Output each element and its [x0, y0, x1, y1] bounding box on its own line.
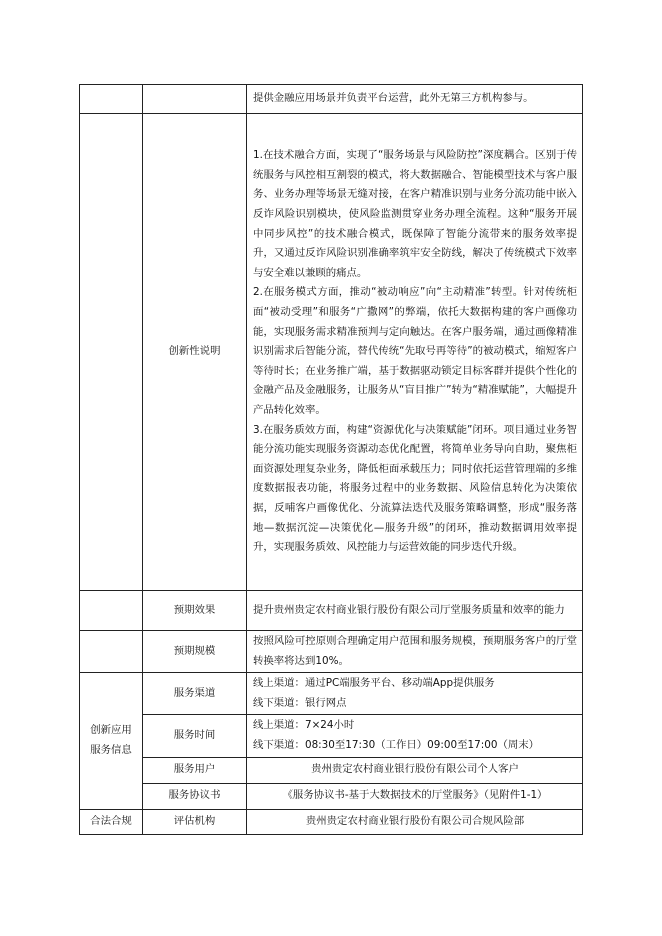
innovation-description	[247, 114, 583, 591]
service-agreement-text: 《服务协议书-基于大数据技术的厅堂服务》（见附件1-1）	[247, 783, 583, 809]
innovation-paragraph-2: 2.在服务模式方面，推动“被动响应”向“主动精准”转型。针对传统柜面“被动受理”和服务“广撒网”的弊端，依托大数据构建的客户画像功能，实现服务需求精准预判与定向触达。在客户服务端，通过画像精准识别需求后智能分流，替代传统“先取号再等待”的被动模式，缩短客户等待时长；在业务推广端，基于数据驱动锁定目标客群并提供个性化的金融产品及金融服务，让服务从“盲目推广”转为“精准赋能”，大幅提升产品转化效率。	[253, 286, 577, 416]
platform-operation-text: 提供金融应用场景并负责平台运营，此外无第三方机构参与。	[247, 85, 583, 114]
service-users-text: 贵州贵定农村商业银行股份有限公司个人客户	[247, 757, 583, 783]
table-row	[80, 631, 583, 673]
service-time-offline: 线下渠道：08:30至17:30（工作日）09:00至17:00（周末）	[253, 738, 540, 751]
table-row	[80, 757, 583, 783]
innovation-paragraph-1: 1.在技术融合方面，实现了“服务场景与风险防控”深度耦合。区别于传统服务与风控相互割裂的模式，将大数据融合、智能模型技术与客户服务、业务办理等场景无缝对接，在客户精准识别与业务分流功能中嵌入反诈风险识别模块，使风险监测贯穿业务办理全流程。这种“服务开展中同步风控”的技术融合模式，既保障了智能分流带来的服务效率提升，又通过反诈风险识别准确率筑牢安全防线，解决了传统模式下效率与安全难以兼顾的痛点。	[253, 149, 577, 279]
table-row	[80, 783, 583, 809]
assessment-org-label: 评估机构	[143, 809, 247, 834]
application-form-table	[79, 84, 583, 835]
table-row	[80, 673, 583, 715]
table-row	[80, 591, 583, 631]
service-channel-offline: 线下渠道：银行网点	[253, 696, 347, 709]
service-channel-label: 服务渠道	[143, 673, 247, 715]
cell-empty-category	[80, 114, 143, 591]
service-time-text	[247, 715, 583, 757]
innovation-paragraph-3: 3.在服务质效方面，构建“资源优化与决策赋能”闭环。项目通过业务智能分流功能实现服务资源动态优化配置，将简单业务导向自助，聚焦柜面资源处理复杂业务，降低柜面承载压力；同时依托运营管理端的多维度数据报表功能，将服务过程中的业务数据、风险信息转化为决策依据，反哺客户画像优化、分流算法迭代及服务策略调整，形成“服务落地—数据沉淀—决策优化—服务升级”的闭环，推动数据调用效率提升，实现服务质效、风控能力与运营效能的同步迭代升级。	[253, 423, 577, 554]
service-agreement-label: 服务协议书	[143, 783, 247, 809]
cell-empty-category	[80, 85, 143, 114]
innovation-label: 创新性说明	[143, 114, 247, 591]
service-time-label: 服务时间	[143, 715, 247, 757]
table-row	[80, 114, 583, 591]
assessment-org-text: 贵州贵定农村商业银行股份有限公司合规风险部	[247, 809, 583, 834]
cell-empty-category	[80, 631, 143, 673]
service-info-category	[80, 673, 143, 809]
expected-effect-text: 提升贵州贵定农村商业银行股份有限公司厅堂服务质量和效率的能力	[247, 591, 583, 631]
service-info-label-line2: 服务信息	[90, 743, 132, 756]
service-channel-text	[247, 673, 583, 715]
cell-empty-category	[80, 591, 143, 631]
service-info-label-line1: 创新应用	[90, 724, 132, 737]
table-row	[80, 715, 583, 757]
cell-empty-label	[143, 85, 247, 114]
compliance-category: 合法合规	[80, 809, 143, 834]
table-row	[80, 85, 583, 114]
service-time-online: 线上渠道：7×24小时	[253, 719, 355, 732]
expected-scale-label: 预期规模	[143, 631, 247, 673]
expected-scale-text: 按照风险可控原则合理确定用户范围和服务规模，预期服务客户的厅堂转换率将达到10%。	[247, 631, 583, 673]
table-row	[80, 809, 583, 834]
expected-effect-label: 预期效果	[143, 591, 247, 631]
service-users-label: 服务用户	[143, 757, 247, 783]
service-channel-online: 线上渠道：通过PC端服务平台、移动端App提供服务	[253, 677, 495, 690]
